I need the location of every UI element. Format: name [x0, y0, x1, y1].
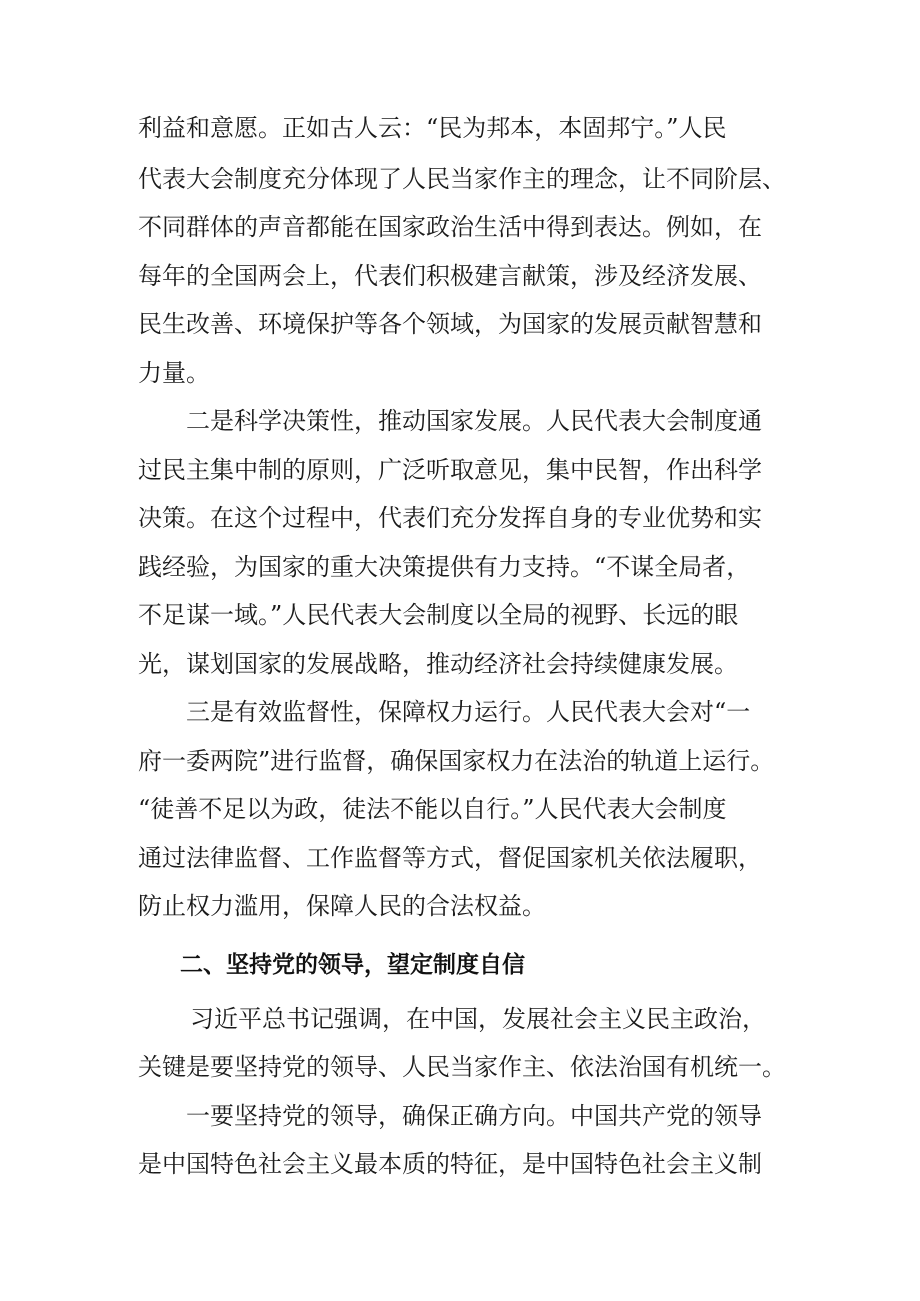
text-line: 通过法律监督、工作监督等方式，督促国家机关依法履职， [138, 844, 762, 872]
text-line: 防止权力滥用，保障人民的合法权益。 [138, 892, 546, 920]
text-line: 光，谋划国家的发展战略，推动经济社会持续健康发展。 [138, 650, 738, 678]
text-line: 不同群体的声音都能在国家政治生活中得到表达。例如，在 [138, 213, 762, 241]
text-line: 过民主集中制的原则，广泛听取意见，集中民智，作出科学 [138, 456, 762, 484]
text-line: “徒善不足以为政，徒法不能以自行。”人民代表大会制度 [138, 795, 727, 823]
text-line: 利益和意愿。正如古人云：“民为邦本，本固邦宁。”人民 [138, 114, 727, 142]
text-line: 决策。在这个过程中，代表们充分发挥自身的专业优势和实 [138, 504, 762, 532]
text-line: 民生改善、环境保护等各个领域，为国家的发展贡献智慧和 [138, 310, 762, 338]
text-line: 每年的全国两会上，代表们积极建言献策，涉及经济发展、 [138, 262, 762, 290]
paragraph-first-line: 一要坚持党的领导，确保正确方向。中国共产党的领导 [186, 1102, 762, 1130]
paragraph-first-line: 三是有效监督性，保障权力运行。人民代表大会对“一 [186, 698, 751, 726]
text-line: 是中国特色社会主义最本质的特征，是中国特色社会主义制 [138, 1150, 762, 1178]
paragraph-first-line: 习近平总书记强调，在中国，发展社会主义民主政治， [190, 1005, 766, 1033]
text-line: 力量。 [138, 359, 210, 387]
text-line: 府一委两院”进行监督，确保国家权力在法治的轨道上运行。 [138, 747, 775, 775]
paragraph-first-line: 二是科学决策性，推动国家发展。人民代表大会制度通 [186, 407, 762, 435]
text-line: 代表大会制度充分体现了人民当家作主的理念，让不同阶层、 [138, 165, 786, 193]
text-line: 关键是要坚持党的领导、人民当家作主、依法治国有机统一。 [138, 1053, 786, 1081]
text-line: 践经验，为国家的重大决策提供有力支持。“不谋全局者， [138, 553, 751, 581]
text-line: 不足谋一域。”人民代表大会制度以全局的视野、长远的眼 [138, 601, 739, 629]
section-heading: 二、坚持党的领导，望定制度自信 [180, 952, 525, 978]
